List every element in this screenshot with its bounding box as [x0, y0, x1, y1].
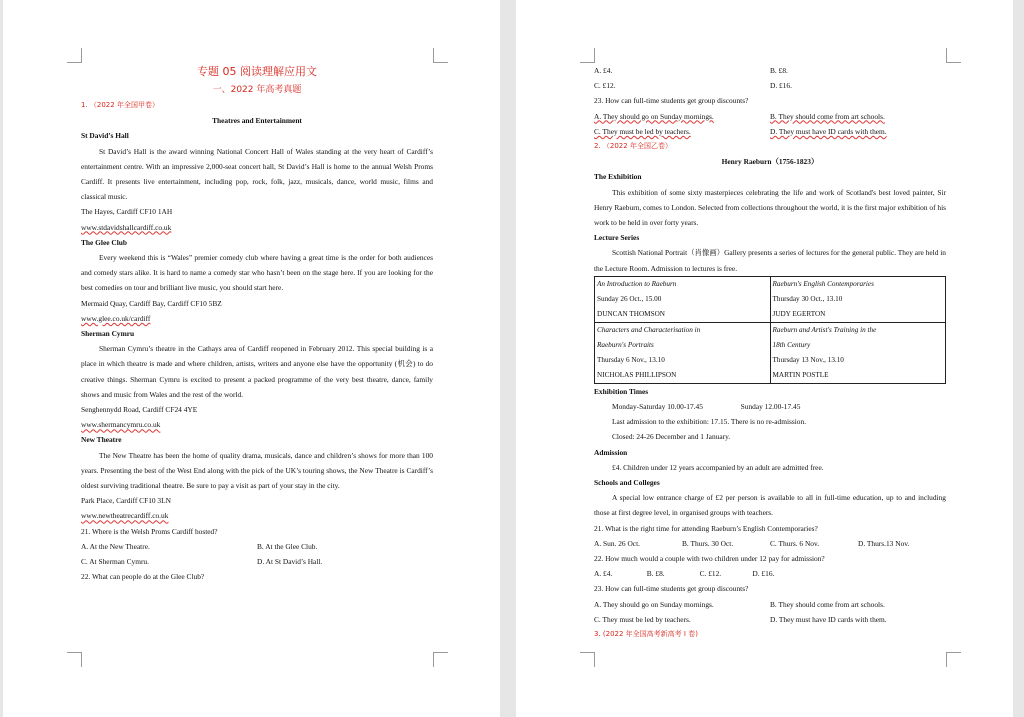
venue-url: www.newtheatrecardiff.co.uk: [81, 511, 169, 521]
venue-url: www.shermancymru.co.uk: [81, 420, 161, 430]
venue-address: Senghennydd Road, Cardiff CF24 4YE: [81, 405, 198, 415]
times-closed: Closed: 24-26 December and 1 January.: [612, 432, 731, 442]
question: 23. How can full-time students get group discounts?: [594, 96, 749, 106]
lecture-title: An Introduction to Raeburn: [597, 279, 677, 288]
option: B. They should come from art schools.: [770, 111, 885, 121]
lecture-title: Characters and Characterisation in: [597, 325, 701, 334]
lecture-cell: [595, 322, 771, 383]
section-label: 2. （2022 年全国乙卷）: [594, 142, 672, 151]
venue-url: www.glee.co.uk/cardiff: [81, 313, 151, 323]
passage-heading: Henry Raeburn（1756-1823）: [721, 157, 819, 167]
page-content: [594, 63, 946, 642]
option: D. They must have ID cards with them.: [770, 614, 887, 624]
options-row: [594, 612, 946, 627]
times-note: Last admission to the exhibition: 17.15. There is no re-admission.: [612, 417, 807, 427]
question: 23. How can full-time students get group discounts?: [594, 584, 749, 594]
option: D. £16.: [770, 81, 792, 91]
option: C. They must be led by teachers.: [594, 126, 691, 136]
option: A. £4.: [594, 569, 613, 579]
section-heading: Lecture Series: [594, 233, 640, 243]
corner-mark: [946, 652, 961, 667]
section-label: 1. （2022 年全国甲卷）: [81, 101, 159, 109]
paragraph: £4. Children under 12 years accompanied by an adult are admitted free.: [612, 462, 824, 472]
table-row: [595, 322, 946, 383]
option: B. At the Glee Club.: [257, 541, 318, 551]
venue-address: Park Place, Cardiff CF10 3LN: [81, 496, 171, 506]
lecture-title: Raeburn and Artist's Training in the: [772, 325, 877, 334]
question: 22. How much would a couple with two children under 12 pay for admission?: [594, 554, 825, 564]
corner-mark: [433, 652, 448, 667]
section-heading: Exhibition Times: [594, 386, 649, 396]
options-row: [594, 63, 946, 78]
lecture-cell: [595, 276, 771, 322]
option: A. At the New Theatre.: [81, 541, 150, 551]
document-page-left: [3, 0, 500, 717]
venue-description: Every weekend this is “Wales” premier comedy club where having a great time is the order for both audiences and comedy stars alike. It is hard to name a comedy star who hasn’t been on the stage here. If you are looking for the best comedies on tour and brilliant live music, you should start here.: [81, 253, 433, 293]
options-row: [594, 78, 946, 93]
options-row: [594, 536, 946, 551]
section-label: 3. (2022 年全国高考新高考 I 卷): [594, 630, 698, 639]
lecture-table: [594, 276, 946, 384]
option: A. They should go on Sunday mornings.: [594, 111, 714, 121]
lecture-cell: [770, 276, 946, 322]
lecture-title-cont: 18th Century: [772, 340, 811, 349]
lecture-title: Raeburn's English Contemporaries: [772, 279, 874, 288]
question: 22. What can people do at the Glee Club?: [81, 572, 205, 582]
corner-mark: [433, 48, 448, 63]
lecture-speaker: JUDY EGERTON: [772, 309, 826, 318]
option: A. They should go on Sunday mornings.: [594, 599, 714, 609]
lecture-date: Thursday 13 Nov., 13.10: [772, 355, 844, 364]
option: D. At St David’s Hall.: [257, 557, 323, 567]
option: D. £16.: [752, 569, 775, 579]
venue-url: www.stdavidshallcardiff.co.uk: [81, 222, 172, 232]
table-row: [595, 276, 946, 322]
corner-mark: [580, 652, 595, 667]
question: 21. Where is the Welsh Proms Cardiff hosted?: [81, 526, 218, 536]
option: D. They must have ID cards with them.: [770, 126, 887, 136]
passage-heading: Theatres and Entertainment: [212, 116, 302, 126]
options-row: [594, 109, 946, 124]
paragraph: This exhibition of some sixty masterpieces celebrating the life and work of Scotland's best loved painter, Sir Henry Raeburn, comes to London. Selected from collections throughout the world, it is the first major exhibition of his work to be held in over forty years.: [594, 187, 947, 228]
section-heading: Schools and Colleges: [594, 478, 660, 488]
times-sunday: Sunday 12.00-17.45: [740, 402, 801, 412]
corner-mark: [67, 652, 82, 667]
venue-description: St David’s Hall is the award winning National Concert Hall of Wales standing at the very heart of Cardiff’s entertainment centre. With an impressive 2,000-seat concert hall, St David’s Hall is home to the annual Welsh Proms Cardiff. It presents live entertainment, including pop, rock, folk, jazz, musicals, dance, world music, films and classical music.: [81, 146, 433, 202]
venue-description: The New Theatre has been the home of quality drama, musicals, dance and children’s shows for more than 100 years. Presenting the best of the West End along with the pick of the UK’s touring shows, the New Theatre is Cardiff’s oldest surviving traditional theatre. Be sure to pay a visit as part of your stay in the city.: [81, 450, 433, 491]
options-row: [594, 597, 946, 612]
document-page-right: [516, 0, 1013, 717]
lecture-speaker: MARTIN POSTLE: [772, 370, 829, 379]
option: A. £4.: [594, 66, 613, 75]
corner-mark: [946, 48, 961, 63]
option: A. Sun. 26 Oct.: [594, 538, 640, 548]
options-row: [594, 566, 805, 581]
option: B. £8.: [770, 66, 788, 75]
lecture-cell: [770, 322, 946, 383]
options-row: [81, 554, 433, 569]
option: B. They should come from art schools.: [770, 599, 885, 609]
venue-description: Sherman Cymru’s theatre in the Cathays area of Cardiff reopened in February 2012. This special building is a place in which theatre is made and where children, artists, writers and anyone else have the opportunity (机会) to do creative things. Sherman Cymru is excited to present a packed programme of the very best theatre, dance, family shows and music from Wales and the rest of the world.: [81, 344, 433, 399]
paragraph: A special low entrance charge of £2 per person is available to all in full-time education, up to and including those at first degree level, in organised groups with teachers.: [594, 493, 946, 518]
option: C. £12.: [594, 81, 616, 91]
venue-name: St David’s Hall: [81, 131, 129, 141]
lecture-date: Thursday 30 Oct., 13.10: [772, 294, 843, 303]
venue-name: The Glee Club: [81, 237, 127, 247]
section-heading: The Exhibition: [594, 172, 642, 182]
venue-address: Mermaid Quay, Cardiff Bay, Cardiff CF10 5BZ: [81, 298, 222, 308]
venue-name: New Theatre: [81, 435, 122, 445]
option: C. At Sherman Cymru.: [81, 557, 149, 567]
lecture-date: Thursday 6 Nov., 13.10: [597, 355, 665, 364]
lecture-title-cont: Raeburn's Portraits: [597, 340, 654, 349]
option: D. Thurs.13 Nov.: [858, 538, 910, 548]
section-heading: Admission: [594, 447, 628, 457]
doc-subtitle: 一、2022 年高考真题: [212, 85, 302, 95]
times-weekday: Monday-Saturday 10.00-17.45: [612, 402, 703, 412]
option: C. £12.: [699, 569, 722, 579]
page-content: [81, 62, 433, 585]
option: B. £8.: [646, 569, 665, 579]
times-row: [594, 399, 946, 414]
option: B. Thurs. 30 Oct.: [682, 538, 734, 548]
venue-address: The Hayes, Cardiff CF10 1AH: [81, 207, 173, 217]
lecture-speaker: NICHOLAS PHILLIPSON: [597, 370, 677, 379]
paragraph: Scottish National Portrait（肖像画）Gallery presents a series of lectures for the general public. They are held in the Lecture Room. Admission to lectures is free.: [594, 248, 946, 273]
venue-name: Sherman Cymru: [81, 329, 135, 339]
lecture-date: Sunday 26 Oct., 15.00: [597, 294, 662, 303]
lecture-speaker: DUNCAN THOMSON: [597, 309, 665, 318]
corner-mark: [580, 48, 595, 63]
doc-title: 专题 05 阅读理解应用文: [197, 65, 317, 78]
option: C. Thurs. 6 Nov.: [770, 538, 820, 548]
question: 21. What is the right time for attending Raeburn’s English Contemporaries?: [594, 523, 818, 533]
option: C. They must be led by teachers.: [594, 614, 691, 624]
options-row: [594, 124, 946, 139]
options-row: [81, 539, 433, 554]
corner-mark: [67, 48, 82, 63]
